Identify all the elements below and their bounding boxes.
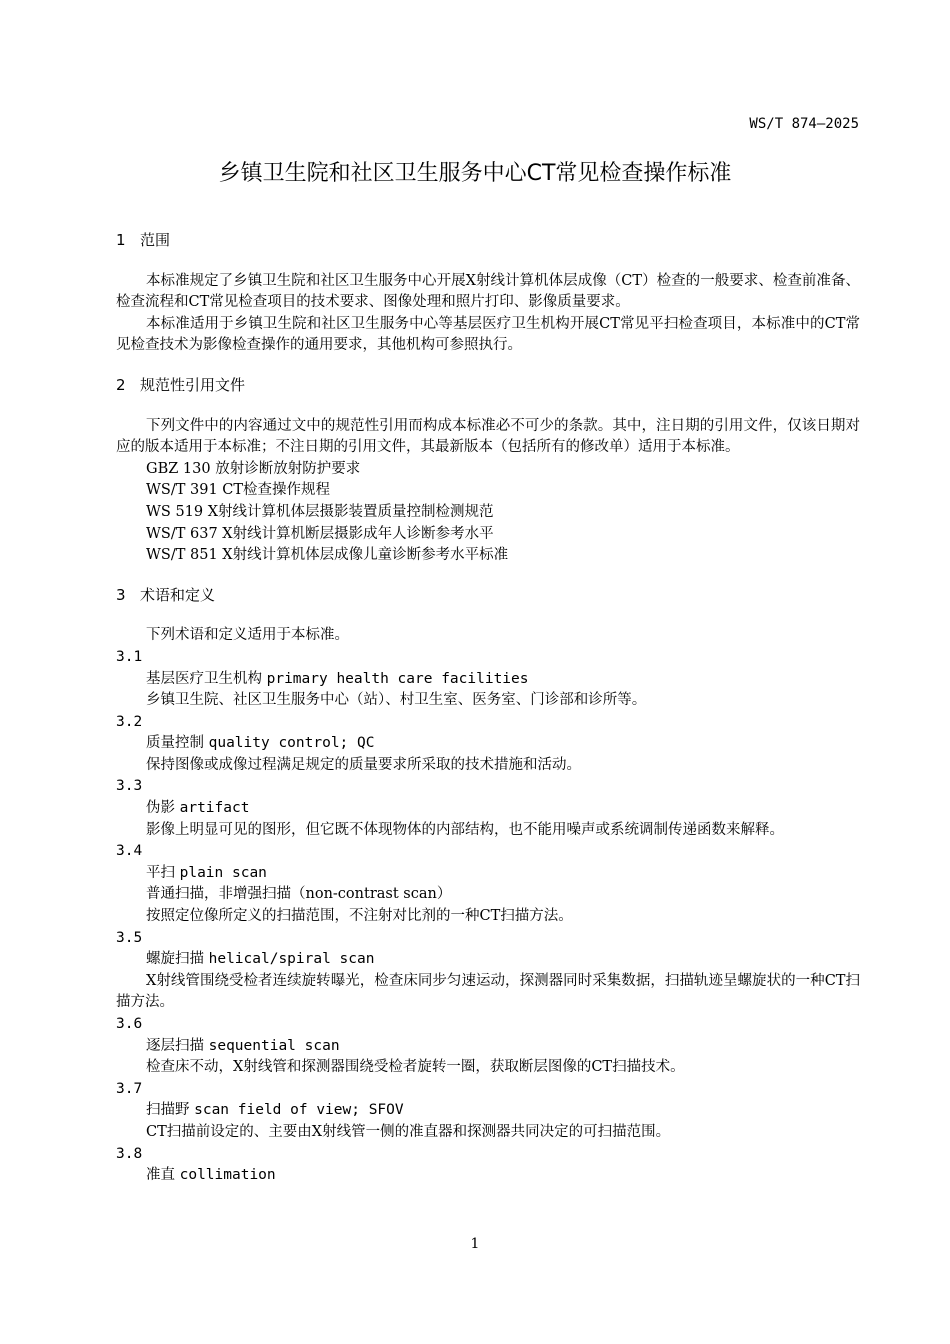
term-en: scan field of view; SFOV [194, 1102, 404, 1119]
term-definition: X射线管围绕受检者连续旋转曝光，检查床同步匀速运动，探测器同时采集数据，扫描轨迹呈螺旋状的一种CT扫描方法。 [116, 972, 860, 1011]
section-title: 术语和定义 [140, 585, 216, 604]
section-number: 2 [116, 375, 126, 394]
term-heading [116, 1036, 860, 1058]
term-zh: 螺旋扫描 [146, 951, 204, 968]
term-definition: 检查床不动，X射线管和探测器围绕受检者旋转一圈，获取断层图像的CT扫描技术。 [146, 1059, 685, 1076]
term-zh: 逐层扫描 [146, 1037, 204, 1054]
standard-code: WS/T 874—2025 [749, 116, 859, 132]
term-number: 3.2 [116, 713, 143, 730]
term-heading [116, 798, 860, 820]
term-definition: 按照定位像所定义的扫描范围，不注射对比剂的一种CT扫描方法。 [146, 908, 573, 925]
term-definition: 保持图像或成像过程满足规定的质量要求所采取的技术措施和活动。 [146, 756, 581, 773]
term-zh: 准直 [146, 1167, 175, 1184]
term-en: artifact [179, 800, 250, 817]
term-zh: 扫描野 [146, 1102, 190, 1119]
document-body [116, 230, 860, 1187]
section-heading-normative-references [116, 375, 860, 397]
term-heading [116, 949, 860, 971]
term-number: 3.1 [116, 648, 143, 665]
term-en: sequential scan [208, 1037, 340, 1054]
paragraph: 下列文件中的内容通过文中的规范性引用而构成本标准必不可少的条款。其中，注日期的引用文件，仅该日期对应的版本适用于本标准；不注日期的引用文件，其最新版本（包括所有的修改单）适用于本标准。 [116, 417, 860, 456]
section-number: 1 [116, 231, 126, 249]
term-en: collimation [179, 1167, 276, 1184]
term-zh: 质量控制 [146, 735, 204, 752]
term-number: 3.4 [116, 843, 143, 860]
term-en: primary health care facilities [266, 670, 529, 687]
term-number: 3.5 [116, 929, 143, 946]
term-definition: CT扫描前设定的、主要由X射线管一侧的准直器和探测器共同决定的可扫描范围。 [146, 1123, 671, 1140]
reference-item: WS 519 X射线计算机体层摄影装置质量控制检测规范 [146, 503, 494, 520]
paragraph: 本标准规定了乡镇卫生院和社区卫生服务中心开展X射线计算机体层成像（CT）检查的一般要求、检查前准备、检查流程和CT常见检查项目的技术要求、图像处理和照片打印、影像质量要求。 [116, 272, 860, 311]
term-heading [116, 863, 860, 885]
term-definition: 普通扫描，非增强扫描（non-contrast scan） [146, 886, 452, 903]
term-definition: 影像上明显可见的图形，但它既不体现物体的内部结构，也不能用噪声或系统调制传递函数来解释。 [146, 821, 784, 838]
term-heading [116, 669, 860, 691]
reference-item: WS/T 851 X射线计算机体层成像儿童诊断参考水平标准 [146, 547, 509, 564]
paragraph: 下列术语和定义适用于本标准。 [146, 627, 349, 644]
term-zh: 平扫 [146, 864, 175, 881]
reference-item: WS/T 637 X射线计算机断层摄影成年人诊断参考水平 [146, 525, 494, 542]
section-number: 3 [116, 585, 126, 604]
term-zh: 基层医疗卫生机构 [146, 670, 262, 687]
term-en: plain scan [179, 864, 267, 881]
term-number: 3.8 [116, 1145, 143, 1162]
term-heading [116, 1100, 860, 1122]
term-en: quality control; QC [208, 735, 375, 752]
paragraph: 本标准适用于乡镇卫生院和社区卫生服务中心等基层医疗卫生机构开展CT常见平扫检查项目，本标准中的CT常见检查技术为影像检查操作的通用要求，其他机构可参照执行。 [116, 315, 860, 354]
reference-item: GBZ 130 放射诊断放射防护要求 [146, 460, 361, 477]
term-number: 3.6 [116, 1016, 143, 1032]
term-definition: 乡镇卫生院、社区卫生服务中心（站）、村卫生室、医务室、门诊部和诊所等。 [146, 692, 647, 709]
section-heading-terms [116, 585, 860, 607]
section-title: 范围 [140, 231, 171, 249]
document-title: 乡镇卫生院和社区卫生服务中心CT常见检查操作标准 [218, 161, 732, 186]
reference-item: WS/T 391 CT检查操作规程 [146, 482, 331, 499]
term-zh: 伪影 [146, 800, 175, 817]
page-number: 1 [470, 1236, 480, 1252]
section-heading-scope [116, 230, 860, 252]
term-heading [116, 733, 860, 755]
section-title: 规范性引用文件 [140, 375, 246, 394]
term-number: 3.3 [116, 778, 143, 795]
term-en: helical/spiral scan [208, 951, 375, 968]
term-number: 3.7 [116, 1080, 143, 1097]
term-heading [116, 1165, 860, 1187]
